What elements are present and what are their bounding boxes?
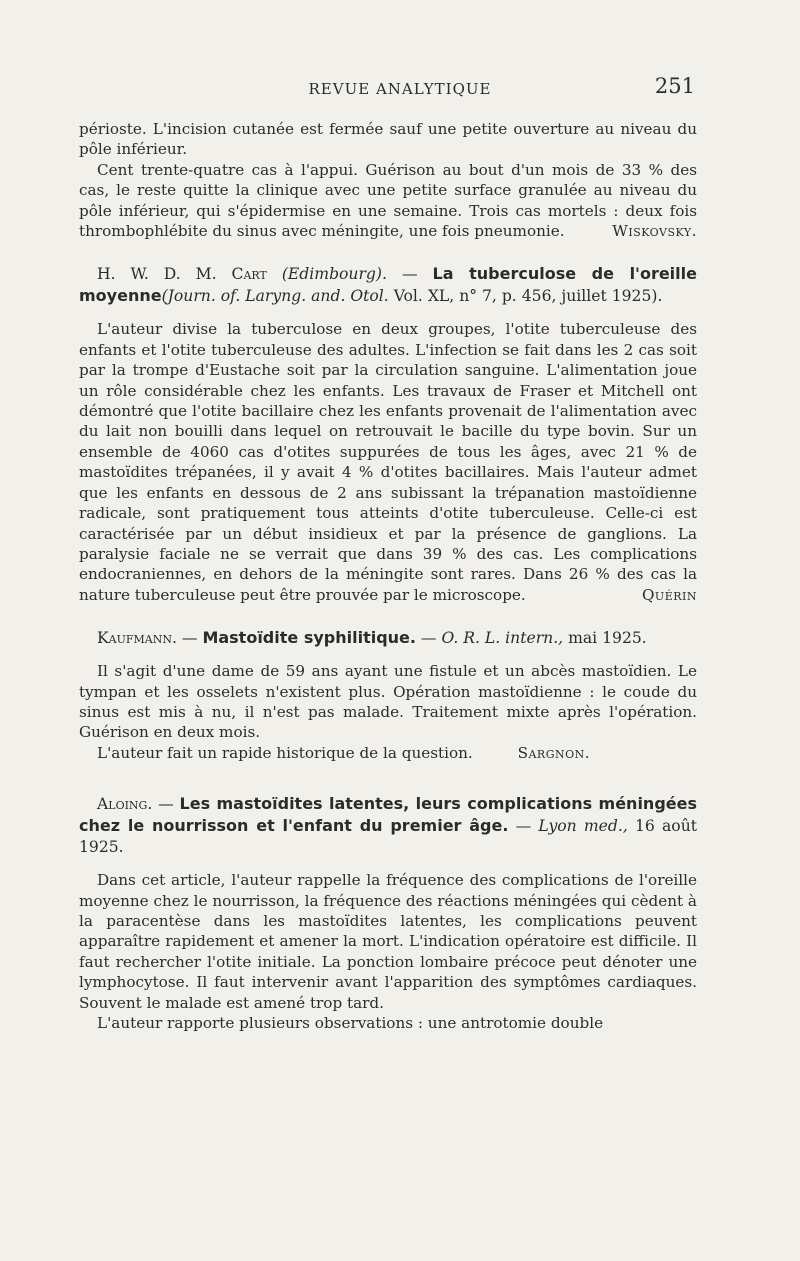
article-author: Aloing. bbox=[97, 795, 153, 814]
article-heading bbox=[79, 793, 697, 858]
article-source: (Journ. of. Laryng. and. Otol. bbox=[161, 287, 389, 306]
continued-paragraph-2 bbox=[79, 160, 697, 242]
page-number: 251 bbox=[654, 74, 695, 98]
article-tuberculose bbox=[79, 263, 697, 605]
article-mastoidite-syphilitique bbox=[79, 627, 697, 763]
paragraph-text: L'auteur divise la tuberculose en deux groupes, l'otite tuberculeuse des enfants et l'otite tuberculeuse des adultes. L'infection se fait dans les 2 cas soit par la trompe d'Eustache soit par la circulation sanguine. L'alimentation joue un rôle considérable chez les enfants. Les travaux de Fraser et Mitchell ont démontré que l'otite bacillaire chez les enfants provenait de l'alimentation avec du lait non bouilli dans lequel on retrouvait le bacille du type bovin. Sur un ensemble de 4060 cas d'otites suppurées de tous les âges, avec 21 % de mastoïdites trépanées, il y avait 4 % d'otites bacillaires. Mais l'auteur admet que les enfants en dessous de 2 ans subissant la trépanation mastoïdienne radicale, sont pratiquement tous atteints d'otite tuberculeuse. Celle-ci est caractérisée par un début insidieux et par la présence de ganglions. La paralysie faciale ne se verrait que dans 39 % des cas. Les complications endocraniennes, en dehors de la méningite sont rares. Dans 26 % des cas la nature tuberculeuse peut être prouvée par le microscope. bbox=[79, 320, 697, 604]
dash: — bbox=[386, 265, 433, 284]
article-heading bbox=[79, 627, 697, 649]
article-paragraph bbox=[79, 743, 697, 763]
article-source: — O. R. L. intern., bbox=[415, 629, 564, 648]
article-source: — Lyon med., bbox=[508, 817, 628, 836]
continued-text: Cent trente-quatre cas à l'appui. Guérison au bout d'un mois de 33 % des cas, le reste quitte la clinique avec une petite surface granulée au niveau du pôle inférieur, qui s'épidermise en une semaine. Trois cas mortels : deux fois thrombophlébite du sinus avec méningite, une fois pneumonie. bbox=[79, 160, 697, 241]
article-author: Kaufmann. bbox=[97, 629, 177, 648]
article-author: H. W. D. M. Cart bbox=[97, 265, 267, 284]
article-paragraph: L'auteur rapporte plusieurs observations : une antrotomie double bbox=[97, 1014, 604, 1032]
paragraph-text: L'auteur fait un rapide historique de la question. bbox=[97, 743, 473, 762]
author-place: (Edimbourg). bbox=[281, 265, 387, 284]
running-head bbox=[0, 74, 800, 104]
article-paragraph: Dans cet article, l'auteur rappelle la fréquence des complications de l'oreille moyenne chez le nourrisson, la fréquence des réactions méningées qui cèdent à la paracentèse dans les mastoïdites latentes, les complications peuvent apparaître rapidement et amener la mort. L'indication opératoire est difficile. Il faut rechercher l'otite initiale. La ponction lombaire précoce peut dénoter une lymphocytose. Il faut intervenir avant l'apparition des symptômes cardiaques. Souvent le malade est amené trop tard. bbox=[79, 871, 697, 1012]
article-title: La tuberculose de l'oreille moyenne bbox=[79, 264, 697, 306]
signature: Wiskovsky. bbox=[612, 222, 697, 241]
dash: — bbox=[176, 629, 203, 648]
article-title: Mastoïdite syphilitique. bbox=[202, 628, 416, 648]
article-title: Les mastoïdites latentes, leurs complications méningées chez le nourrisson et l'enfant du premier âge. bbox=[79, 794, 697, 836]
article-heading bbox=[79, 263, 697, 307]
signature: Sargnon. bbox=[517, 743, 591, 762]
running-title: REVUE ANALYTIQUE bbox=[308, 80, 492, 98]
article-source-rest: mai 1925. bbox=[563, 629, 647, 648]
article-source-rest: Vol. XL, n° 7, p. 456, juillet 1925). bbox=[388, 287, 663, 306]
continued-paragraph-1: périoste. L'incision cutanée est fermée sauf une petite ouverture au niveau du pôle inférieur. bbox=[79, 120, 697, 159]
signature: Quérin bbox=[641, 585, 697, 604]
article-paragraph: Il s'agit d'une dame de 59 ans ayant une fistule et un abcès mastoïdien. Le tympan et les osselets n'existent plus. Opération mastoïdienne : le coude du sinus est mis à nu, il n'est pas malade. Traitement mixte après l'opération. Guérison en deux mois. bbox=[79, 662, 697, 742]
article-mastoidites-latentes bbox=[79, 793, 697, 1033]
page-content bbox=[79, 119, 697, 1033]
dash: — bbox=[152, 795, 180, 814]
article-paragraph bbox=[79, 319, 697, 605]
article-source-rest: 16 août 1925. bbox=[79, 817, 698, 857]
